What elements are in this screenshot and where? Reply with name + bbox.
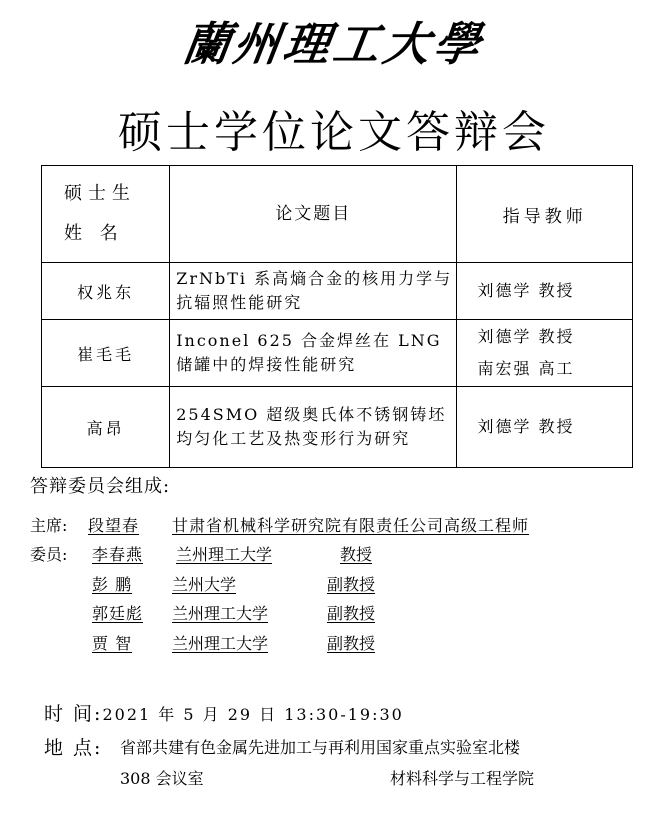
page-title: 硕士学位论文答辩会: [118, 107, 550, 158]
place-line3: 材料科学与工程学院: [390, 769, 535, 788]
table-row: [42, 320, 633, 387]
member-name: 贾 智: [92, 634, 133, 653]
time-value: 2021 年 5 月 29 日 13:30-19:30: [102, 705, 404, 724]
header-topic: 论文题目: [170, 166, 457, 263]
advisor: [457, 387, 633, 468]
member-name: 彭 鹏: [92, 575, 133, 594]
member-name: 郭廷彪: [92, 604, 144, 623]
student-name: 崔毛毛: [42, 320, 170, 387]
chair-org: 甘肃省机械科学研究院有限责任公司高级工程师: [172, 516, 530, 535]
time-label: 时 间:: [44, 703, 103, 725]
thesis-topic: Inconel 625 合金焊丝在 LNG 储罐中的焊接性能研究: [170, 320, 457, 387]
student-name: 权兆东: [42, 263, 170, 320]
time-row: [44, 699, 404, 726]
place-label: 地 点:: [44, 737, 103, 759]
place-line1: 省部共建有色金属先进加工与再利用国家重点实验室北楼: [120, 738, 521, 757]
member-org: 兰州理工大学: [172, 634, 269, 653]
member-org: 兰州理工大学: [172, 604, 269, 623]
advisor-line: 刘德学 教授: [477, 417, 575, 436]
committee-title: 答辩委员会组成:: [30, 476, 171, 497]
advisor-line: 刘德学 教授: [477, 327, 575, 346]
advisor: [457, 320, 633, 387]
chair-label: 主席:: [30, 516, 68, 535]
table-row: [42, 263, 633, 320]
member-org: 兰州理工大学: [176, 545, 273, 564]
thesis-topic: 254SMO 超级奥氏体不锈钢铸坯均匀化工艺及热变形行为研究: [170, 387, 457, 468]
place-line2: 308 会议室: [120, 769, 204, 788]
university-logo-calligraphy: 蘭州理工大學: [179, 17, 488, 71]
thesis-table: [41, 165, 633, 468]
header-student-line2: 姓 名: [64, 223, 124, 244]
member-title: 副教授: [327, 575, 376, 594]
advisor-line: 刘德学 教授: [477, 281, 575, 300]
student-name: 高昂: [42, 387, 170, 468]
header-advisor: 指导教师: [457, 166, 633, 263]
table-header-row: [42, 166, 633, 263]
members-label: 委员:: [30, 545, 68, 564]
member-title: 副教授: [327, 634, 376, 653]
header-student: [42, 166, 170, 263]
chair-name: 段望春: [88, 516, 140, 535]
header-student-line1: 硕士生: [64, 183, 136, 204]
member-name: 李春燕: [92, 545, 144, 564]
thesis-topic: ZrNbTi 系高熵合金的核用力学与抗辐照性能研究: [170, 263, 457, 320]
member-org: 兰州大学: [172, 575, 237, 594]
table-row: [42, 387, 633, 468]
member-title: 教授: [339, 545, 372, 564]
advisor-line: 南宏强 高工: [477, 359, 575, 378]
advisor: [457, 263, 633, 320]
member-title: 副教授: [327, 604, 376, 623]
